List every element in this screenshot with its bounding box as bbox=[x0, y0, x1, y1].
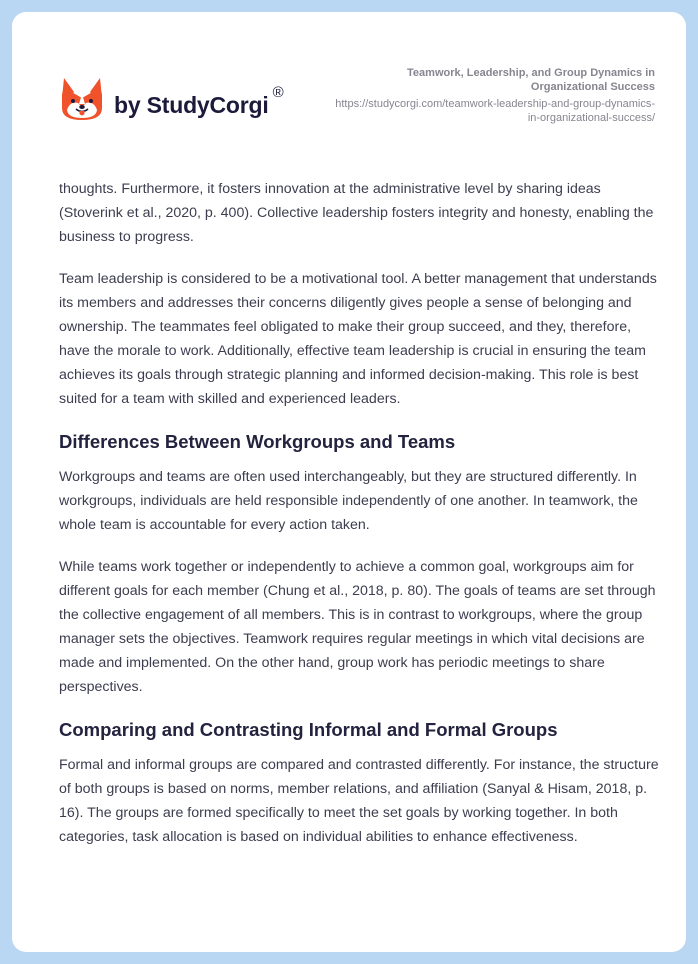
document-page bbox=[12, 12, 686, 952]
paragraph: While teams work together or independently to achieve a common goal, workgroups aim for different goals for each member (Chung et al., 2018, p. 80). The goals of teams are set through the collective engagement of all members. This is in contrast to workgroups, where the group manager sets the objectives. Teamwork requires regular meetings in which vital decisions are made and implemented. On the other hand, group work has periodic meetings to share perspectives. bbox=[59, 559, 656, 695]
corgi-logo-icon bbox=[60, 76, 104, 122]
paragraph: Workgroups and teams are often used interchangeably, but they are structured differently. In workgroups, individuals are held responsible independently of one another. In teamwork, the whole team is accountable for every action taken. bbox=[59, 469, 638, 533]
registered-mark: ® bbox=[272, 83, 284, 101]
logo-wordmark bbox=[114, 83, 284, 119]
paragraph: thoughts. Furthermore, it fosters innovation at the administrative level by sharing ideas (Stoverink et al., 2020, p. 400). Collective leadership fosters integrity and honesty, enabling the business to progress. bbox=[59, 181, 654, 245]
studycorgi-logo[interactable] bbox=[60, 76, 283, 122]
section-heading: Differences Between Workgroups and Teams bbox=[59, 431, 456, 452]
section-heading: Comparing and Contrasting Informal and Formal Groups bbox=[59, 719, 558, 740]
logo-text: by StudyCorgi bbox=[114, 91, 269, 118]
paragraph: Formal and informal groups are compared and contrasted differently. For instance, the structure of both groups is based on norms, member relations, and affiliation (Sanyal & Hisam, 2018, p. 16). The groups are formed specifically to meet the set goals by working together. In both categories, task allocation is based on individual abilities to enhance effectiveness. bbox=[59, 757, 659, 845]
document-meta bbox=[335, 66, 655, 125]
article-body bbox=[59, 177, 659, 867]
document-url[interactable]: https://studycorgi.com/teamwork-leadership-and-group-dynamics-in-organizational-success/ bbox=[335, 98, 655, 124]
page-header bbox=[12, 12, 686, 162]
paragraph: Team leadership is considered to be a motivational tool. A better management that understands its members and addresses their concerns diligently gives people a sense of belonging and ownership. The teammates feel obligated to make their group succeed, and they, therefore, have the morale to work. Additionally, effective team leadership is crucial in ensuring the team achieves its goals through strategic planning and informed decision-making. This role is best suited for a team with skilled and experienced leaders. bbox=[59, 271, 657, 407]
document-title: Teamwork, Leadership, and Group Dynamics in Organizational Success bbox=[407, 67, 655, 93]
